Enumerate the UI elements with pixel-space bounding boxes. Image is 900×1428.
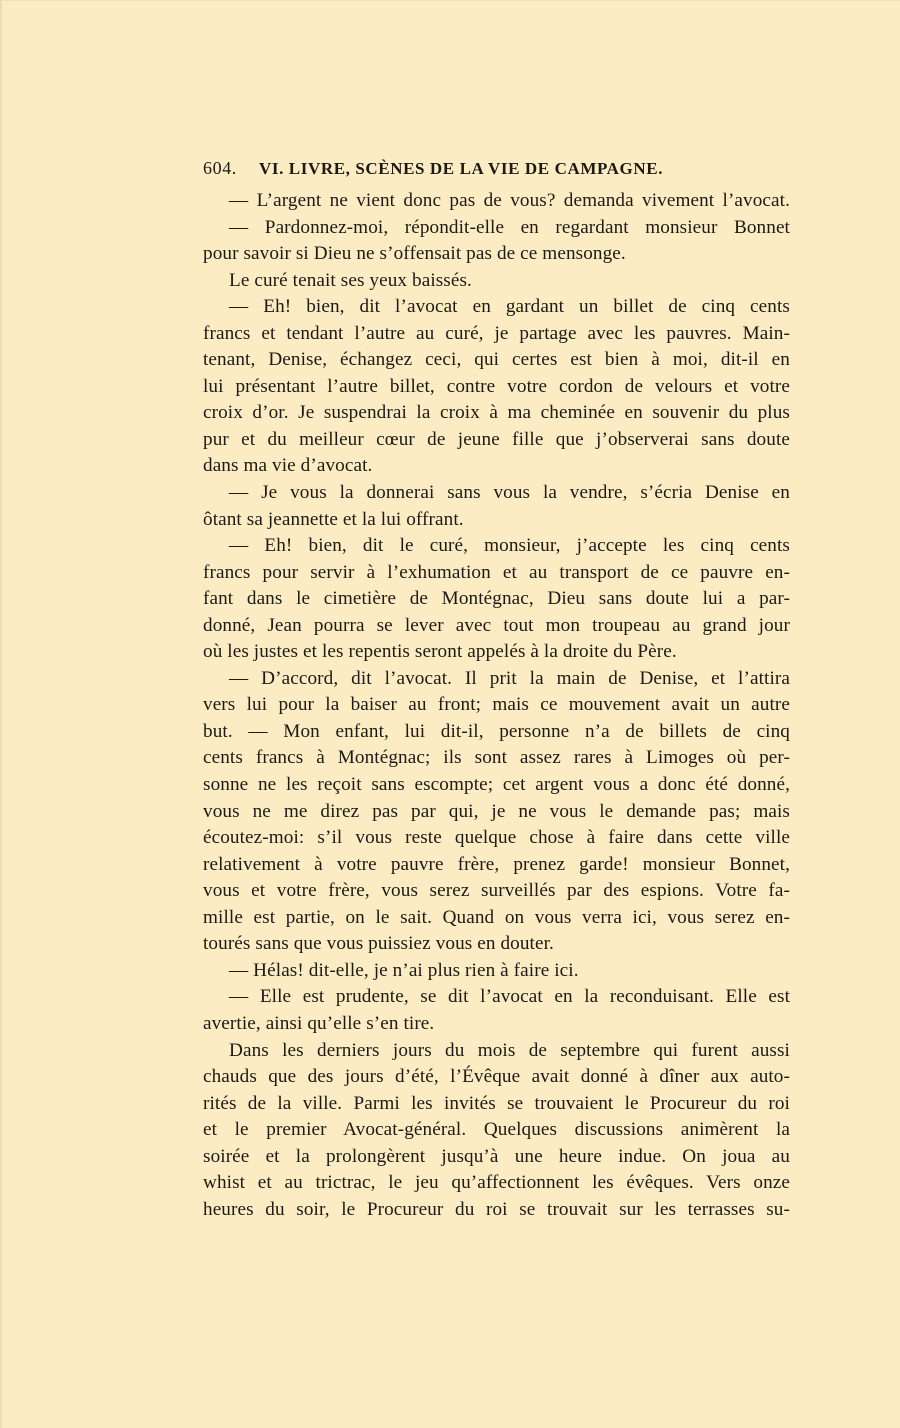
text-line: mille est partie, on le sait. Quand on vous verra ici, vous serez en-: [203, 906, 790, 928]
text-line: Dans les derniers jours du mois de septembre qui furent aussi: [229, 1039, 790, 1061]
text-line: pour savoir si Dieu ne s’offensait pas de ce mensonge.: [203, 243, 626, 265]
text-line: francs pour servir à l’exhumation et au transport de ce pauvre en-: [203, 561, 790, 583]
text-line: — Eh! bien, dit l’avocat en gardant un billet de cinq cents: [229, 296, 790, 318]
running-title: VI. LIVRE, SCÈNES DE LA VIE DE CAMPAGNE.: [259, 159, 664, 178]
text-line: pur et du meilleur cœur de jeune fille que j’observerai sans doute: [203, 428, 790, 450]
text-line: tenant, Denise, échangez ceci, qui certes est bien à moi, dit-il en: [203, 349, 790, 371]
text-line: soirée et la prolongèrent jusqu’à une heure indue. On joua au: [203, 1145, 790, 1167]
text-line: ôtant sa jeannette et la lui offrant.: [203, 508, 464, 530]
text-line: Le curé tenait ses yeux baissés.: [229, 269, 472, 291]
page-number: 604.: [203, 158, 237, 178]
text-line: francs et tendant l’autre au curé, je partage avec les pauvres. Main-: [203, 322, 790, 344]
running-head: [203, 158, 790, 182]
text-line: relativement à votre pauvre frère, prenez garde! monsieur Bonnet,: [203, 853, 790, 875]
text-line: avertie, ainsi qu’elle s’en tire.: [203, 1012, 435, 1034]
text-line: vers lui pour la baiser au front; mais ce mouvement avait un autre: [203, 694, 790, 716]
text-line: — Hélas! dit-elle, je n’ai plus rien à faire ici.: [229, 959, 579, 981]
text-line: vous ne me direz pas par qui, je ne vous le demande pas; mais: [203, 800, 790, 822]
text-line: but. — Mon enfant, lui dit-il, personne n’a de billets de cinq: [203, 720, 790, 742]
text-line: cents francs à Montégnac; ils sont assez rares à Limoges où per-: [203, 747, 790, 769]
text-line: whist et au trictrac, le jeu qu’affectionnent les évêques. Vers onze: [203, 1172, 790, 1194]
text-line: chauds que des jours d’été, l’Évêque avait donné à dîner aux auto-: [203, 1066, 790, 1088]
text-line: — L’argent ne vient donc pas de vous? demanda vivement l’avocat.: [229, 190, 790, 211]
text-line: vous et votre frère, vous serez surveillés par des espions. Votre fa-: [203, 880, 790, 902]
text-line: donné, Jean pourra se lever avec tout mon troupeau au grand jour: [203, 614, 790, 636]
text-line: dans ma vie d’avocat.: [203, 455, 373, 477]
text-line: fant dans le cimetière de Montégnac, Dieu sans doute lui a par-: [203, 588, 790, 610]
text-line: rités de la ville. Parmi les invités se trouvaient le Procureur du roi: [203, 1092, 790, 1114]
text-line: lui présentant l’autre billet, contre votre cordon de velours et votre: [203, 375, 790, 397]
text-line: et le premier Avocat-général. Quelques discussions animèrent la: [203, 1119, 790, 1141]
text-line: où les justes et les repentis seront appelés à la droite du Père.: [203, 641, 677, 663]
text-line: heures du soir, le Procureur du roi se trouvait sur les terrasses su-: [203, 1198, 790, 1220]
text-block: [203, 158, 790, 1223]
text-line: — Eh! bien, dit le curé, monsieur, j’accepte les cinq cents: [229, 535, 790, 557]
text-line: — Je vous la donnerai sans vous la vendre, s’écria Denise en: [229, 482, 790, 504]
body-text: [203, 188, 790, 1223]
text-line: écoutez-moi: s’il vous reste quelque chose à faire dans cette ville: [203, 827, 790, 849]
text-line: — D’accord, dit l’avocat. Il prit la main de Denise, et l’attira: [229, 667, 790, 689]
text-line: tourés sans que vous puissiez vous en douter.: [203, 933, 554, 955]
text-line: — Pardonnez-moi, répondit-elle en regardant monsieur Bonnet: [229, 216, 790, 238]
text-line: sonne ne les reçoit sans escompte; cet argent vous a donc été donné,: [203, 774, 790, 796]
text-line: — Elle est prudente, se dit l’avocat en la reconduisant. Elle est: [229, 986, 790, 1008]
text-line: croix d’or. Je suspendrai la croix à ma cheminée en souvenir du plus: [203, 402, 790, 424]
